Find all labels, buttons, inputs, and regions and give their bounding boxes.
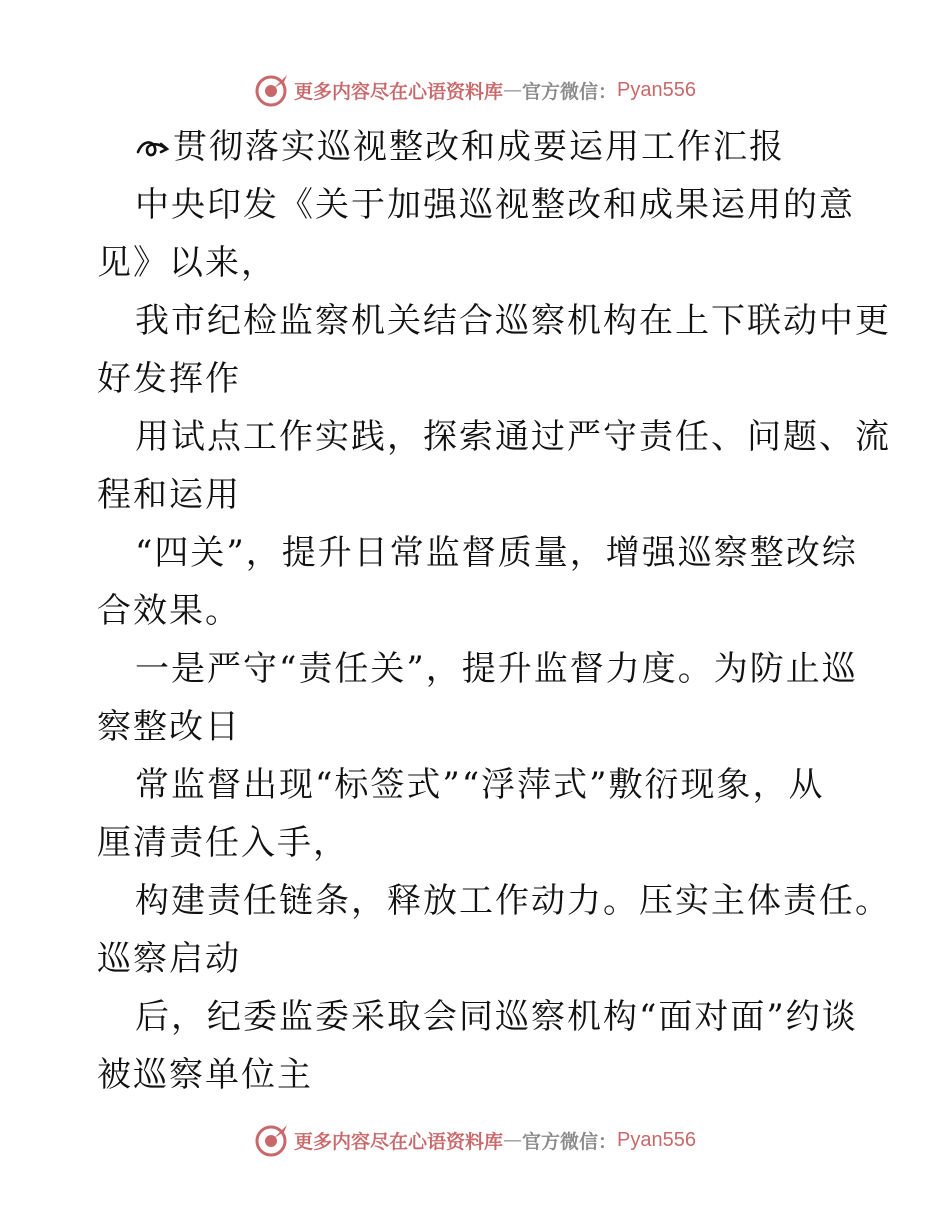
body-line: 被巡察单位主 xyxy=(97,1055,313,1095)
watermark-id: Pyan556 xyxy=(617,1128,696,1151)
body-line: 我市纪检监察机关结合巡察机构在上下联动中更 xyxy=(135,301,891,341)
footer-watermark xyxy=(0,1120,950,1160)
body-line: “四关”，提升日常监督质量，增强巡察整改综 xyxy=(135,533,858,573)
body-line: 程和运用 xyxy=(97,475,241,515)
watermark-separator: — xyxy=(503,1129,523,1151)
body-line: 构建责任链条，释放工作动力。压实主体责任。 xyxy=(135,881,891,921)
body-line: 巡察启动 xyxy=(97,939,241,979)
body-line: 见》以来， xyxy=(97,243,277,283)
body-line: 合效果。 xyxy=(97,591,241,631)
body-line: 一是严守“责任关”，提升监督力度。为防止巡 xyxy=(135,649,858,689)
header-watermark xyxy=(0,70,950,110)
watermark-label: 官方微信： xyxy=(522,80,618,103)
body-line: 厘清责任入手， xyxy=(97,823,349,863)
document-body xyxy=(97,118,891,1104)
watermark-label: 官方微信： xyxy=(522,1130,618,1153)
body-line: 后，纪委监委采取会同巡察机构“面对面”约谈 xyxy=(135,997,858,1037)
quill-logo-icon xyxy=(254,1122,290,1158)
watermark-text: 更多内容尽在心语资料库 xyxy=(294,1130,504,1153)
body-line: 中央印发《关于加强巡视整改和成果运用的意 xyxy=(135,185,855,225)
watermark-separator: — xyxy=(503,79,523,101)
body-line: 用试点工作实践，探索通过严守责任、问题、流 xyxy=(135,417,891,457)
document-title-row xyxy=(97,118,857,176)
document-title: 贯彻落实巡视整改和成要运用工作汇报 xyxy=(173,127,785,167)
watermark-text: 更多内容尽在心语资料库 xyxy=(294,80,504,103)
body-line: 常监督出现“标签式”“浮萍式”敷衍现象，从 xyxy=(135,765,825,805)
quill-logo-icon xyxy=(254,72,290,108)
swirl-bullet-icon xyxy=(135,132,171,162)
body-line: 察整改日 xyxy=(97,707,241,747)
body-line: 好发挥作 xyxy=(97,359,241,399)
watermark-id: Pyan556 xyxy=(617,78,696,101)
